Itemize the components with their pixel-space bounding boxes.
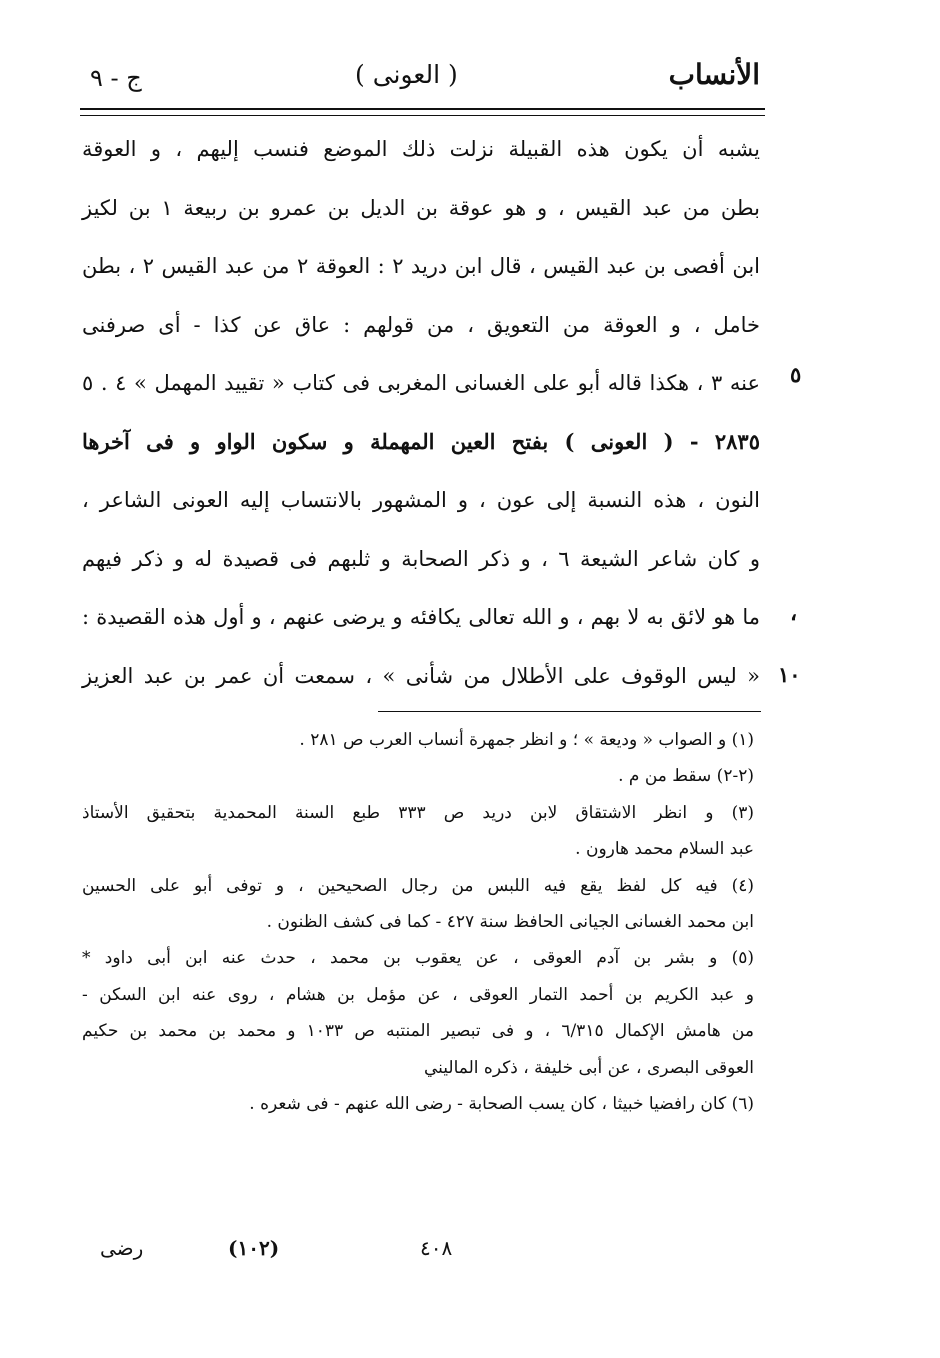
footnotes	[82, 722, 754, 1122]
footnote-3-cont: عبد السلام محمد هارون .	[575, 839, 754, 860]
running-header	[80, 58, 760, 98]
text-line: عنه ٣ ، هكذا قاله أبو على الغسانى المغربى فى كتاب « تقييد المهمل » ٤ . ٥	[82, 371, 761, 395]
footnote-2: (٢-٢) سقط من م .	[618, 766, 754, 787]
text-line: و كان شاعر الشيعة ٦ ، و ذكر الصحابة و ثلبهم فى قصيدة له و ذكر فيهم	[82, 546, 760, 571]
footer-short-name: رضى	[100, 1236, 144, 1260]
entry-heading-line: ٢٨٣٥ - ( العونى ) بفتح العين المهملة و سكون الواو و فى آخرها	[82, 428, 760, 454]
line-number-5: ٥	[790, 362, 802, 387]
footnote-5-cont: و عبد الكريم بن أحمد التمار العوقى ، عن مؤمل بن هشام ، روى عنه ابن السكن -	[82, 984, 754, 1005]
footnote-5-cont: العوقى البصرى ، عن أبى خليفة ، ذكره الماليني	[423, 1057, 754, 1078]
footnote-6: (٦) كان رافضيا خبيثا ، كان يسب الصحابة - رضى الله عنهم - فى شعره .	[249, 1093, 754, 1114]
footer-signature-number: ٤٠٨	[420, 1236, 453, 1260]
footnote-4: (٤) فيه كل لفظ يقع فيه اللبس من رجال الصحيحين ، و توفى أبو على الحسين	[82, 875, 754, 896]
footnote-separator	[378, 711, 761, 712]
footnote-5: (٥) و بشر بن آدم العوقى ، عن يعقوب بن محمد ، حدث عنه ابن أبى داود *	[82, 948, 754, 969]
text-line: ما هو لائق به لا بهم ، و الله تعالى يكافئه و يرضى عنهم ، و أول هذه القصيدة :	[82, 605, 760, 629]
running-title: الأنساب	[668, 58, 760, 91]
text-line: النون ، هذه النسبة إلى عون ، و المشهور بالانتساب إليه العونى الشاعر ،	[82, 488, 760, 512]
line-number-10: ١٠	[778, 662, 801, 687]
footnote-4-cont: ابن محمد الغسانى الجيانى الحافظ سنة ٤٢٧ - كما فى كشف الظنون .	[266, 911, 754, 932]
footnote-5-cont: من هامش الإكمال ٦/٣١٥ ، و فى تبصير المنتبه ص ١٠٣٣ و محمد بن محمد بن حكيم	[82, 1021, 754, 1042]
text-line: ابن أفصى بن عبد القيس ، قال ابن دريد ٢ : العوقة ٢ من عبد القيس ٢ ، بطن	[82, 254, 760, 278]
text-line: بطن من عبد القيس ، و هو عوقة بن الديل بن عمرو بن ربيعة ١ بن لكيز	[82, 195, 760, 220]
text-line: خامل ، و العوقة من التعويق ، من قولهم : عاق عن كذا - أى صرفنى	[82, 312, 760, 337]
header-rule-bottom	[80, 115, 765, 116]
entry-title: ( العونى )	[355, 60, 458, 89]
footnote-3: (٣) و انظر الاشتقاق لابن دريد ص ٣٣٣ طبع السنة المحمدية بتحقيق الأستاذ	[82, 802, 754, 823]
main-text	[82, 120, 760, 705]
text-line: يشبه أن يكون هذه القبيلة نزلت ذلك الموضع فنسب إليهم ، و العوقة	[82, 137, 760, 161]
header-rule-top	[80, 108, 765, 110]
margin-mark: ،	[790, 600, 798, 626]
footer-sheet-number: (١٠٢)	[228, 1236, 280, 1260]
volume-page-label: ج - ٩	[90, 64, 142, 92]
text-line: « ليس الوقوف على الأطلال من شأنى » ، سمعت أن عمر بن عبد العزيز	[82, 663, 760, 688]
footnote-1: (١) و الصواب « وديعة » ؛ و انظر جمهرة أنساب العرب ص ٢٨١ .	[299, 730, 754, 750]
